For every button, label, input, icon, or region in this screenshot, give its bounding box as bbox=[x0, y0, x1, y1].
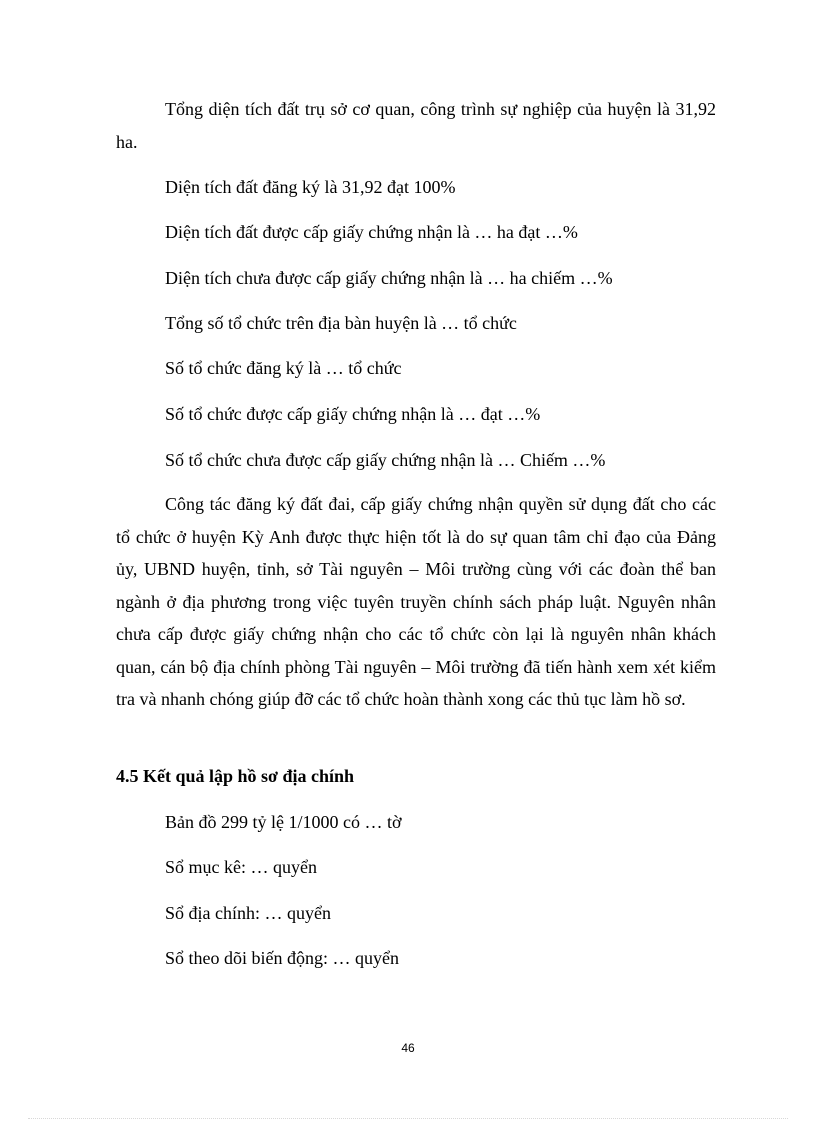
text-line-change-tracking-book: Sổ theo dõi biến động: … quyển bbox=[165, 948, 399, 968]
text-line-uncertified-organizations: Số tổ chức chưa được cấp giấy chứng nhận là … Chiếm …% bbox=[165, 450, 606, 470]
text-line-uncertified-area: Diện tích chưa được cấp giấy chứng nhận là … ha chiếm …% bbox=[165, 268, 613, 288]
text-line-map-sheets: Bản đồ 299 tỷ lệ 1/1000 có … tờ bbox=[165, 812, 402, 832]
section-heading: 4.5 Kết quả lập hồ sơ địa chính bbox=[116, 766, 355, 786]
page-bottom-divider bbox=[28, 1118, 788, 1119]
text-line-land-register: Sổ mục kê: … quyển bbox=[165, 857, 317, 877]
text-line-certified-area: Diện tích đất được cấp giấy chứng nhận là … ha đạt …% bbox=[165, 222, 578, 242]
text-line-registered-area: Diện tích đất đăng ký là 31,92 đạt 100% bbox=[165, 177, 456, 197]
text-line-registered-organizations: Số tổ chức đăng ký là … tổ chức bbox=[165, 358, 402, 378]
page-number: 46 bbox=[401, 1041, 415, 1055]
text-line-cadastral-book: Sổ địa chính: … quyển bbox=[165, 903, 331, 923]
text-line-certified-organizations: Số tổ chức được cấp giấy chứng nhận là … đạt …% bbox=[165, 404, 541, 424]
paragraph-total-area: Tổng diện tích đất trụ sở cơ quan, công trình sự nghiệp của huyện là 31,92 ha. bbox=[116, 99, 716, 152]
paragraph-registration-work: Công tác đăng ký đất đai, cấp giấy chứng nhận quyền sử dụng đất cho các tổ chức ở huyện Kỳ Anh được thực hiện tốt là do sự quan tâm chỉ đạo của Đảng ủy, UBND huyện, tỉnh, sở Tài nguyên – Môi trường cùng với các đoàn thể ban ngành ở địa phương trong việc tuyên truyền chính sách pháp luật. Nguyên nhân chưa cấp được giấy chứng nhận cho các tổ chức còn lại là nguyên nhân khách quan, cán bộ địa chính phòng Tài nguyên – Môi trường đã tiến hành xem xét kiểm tra và nhanh chóng giúp đỡ các tổ chức hoàn thành xong các thủ tục làm hồ sơ. bbox=[116, 494, 716, 709]
text-line-total-organizations: Tổng số tổ chức trên địa bàn huyện là … tổ chức bbox=[165, 313, 517, 333]
